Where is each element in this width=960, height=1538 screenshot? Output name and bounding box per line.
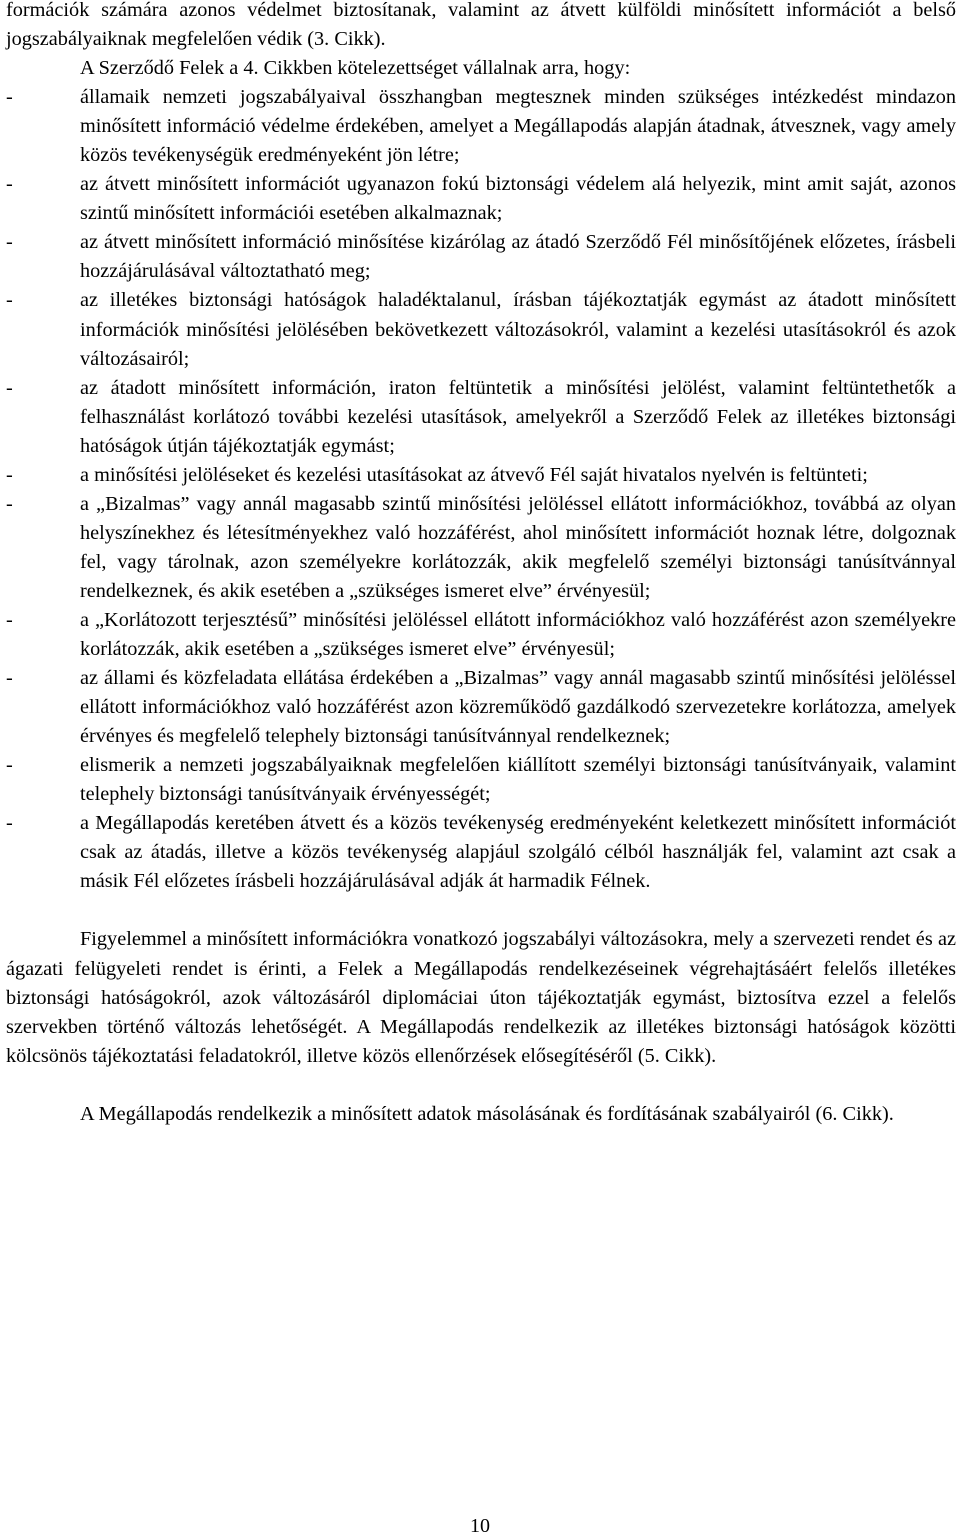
list-item	[6, 228, 956, 286]
list-item-text: elismerik a nemzeti jogszabályaiknak megfelelően kiállított személyi biztonsági tanúsítványaik, valamint telephely biztonsági tanúsítványaik érvényességét;	[80, 754, 956, 806]
list-item	[6, 809, 956, 896]
list-item-text: a minősítési jelöléseket és kezelési utasításokat az átvevő Fél saját hivatalos nyelvén is feltünteti;	[80, 463, 868, 486]
list-dash: -	[6, 492, 13, 515]
paragraph-changes: Figyelemmel a minősített információkra vonatkozó jogszabályi változásokra, mely a szervezeti rendet és az ágazati felügyeleti rendet is érinti, a Felek a Megállapodás rendelkezéseinek végrehajtásáért felelős illetékes biztonsági hatóságokról, azok változásáról diplomáciai úton tájékoztatják egymást, biztosítva ezzel a felelős szervekben történő változás lehetőségét. A Megállapodás rendelkezik az illetékes biztonsági hatóságok közötti kölcsönös tájékoztatási feladatokról, illetve közös ellenőrzések elősegítéséről (5. Cikk).	[6, 928, 956, 1067]
list-item-text: a „Bizalmas” vagy annál magasabb szintű minősítési jelöléssel ellátott információkhoz, továbbá az olyan helyszínekhez és létesítményekhez való hozzáférést, ahol minősített információt hoznak létre, dolgoznak fel, vagy tárolnak, azon személyekre korlátozzák, akik megfelelő személyi biztonsági tanúsítvánnyal rendelkeznek, és akik esetében a „szükséges ismeret elve” érvényesül;	[80, 492, 956, 602]
list-item-text: a „Korlátozott terjesztésű” minősítési jelöléssel ellátott információkhoz való hozzáférést azon személyekre korlátozzák, akik esetében a „szükséges ismeret elve” érvényesül;	[80, 608, 956, 661]
list-item	[6, 170, 956, 228]
list-dash: -	[6, 86, 13, 109]
list-dash: -	[6, 376, 13, 399]
list-item	[6, 664, 956, 751]
obligations-lead: A Szerződő Felek a 4. Cikkben kötelezettséget vállalnak arra, hogy:	[80, 57, 631, 80]
list-dash: -	[6, 812, 13, 835]
list-item	[6, 286, 956, 373]
list-dash: -	[6, 608, 13, 631]
list-item	[6, 83, 956, 170]
list-item-text: államaik nemzeti jogszabályaival összhangban megtesznek minden szükséges intézkedést mindazon minősített információ védelme érdekében, amelyet a Megállapodás alapján átadnak, átvesznek, vagy amely közös tevékenységük eredményeként jön létre;	[80, 86, 956, 167]
list-item	[6, 374, 956, 461]
list-dash: -	[6, 289, 13, 312]
list-dash: -	[6, 231, 13, 254]
list-dash: -	[6, 463, 13, 486]
paragraph-copying: A Megállapodás rendelkezik a minősített adatok másolásának és fordításának szabályairól (6. Cikk).	[80, 1102, 894, 1125]
list-item	[6, 490, 956, 606]
list-dash: -	[6, 173, 13, 196]
list-item-text: az állami és közfeladata ellátása érdekében a „Bizalmas” vagy annál magasabb szintű minősítési jelöléssel ellátott információkhoz való hozzáférést azon közreműködő gazdálkodó szervezetekre korlátozza, amelyek érvényes és megfelelő telephely biztonsági tanúsítvánnyal rendelkeznek;	[80, 667, 956, 748]
list-dash: -	[6, 754, 13, 777]
list-item-text: az átvett minősített információ minősítése kizárólag az átadó Szerződő Fél minősítőjének előzetes, írásbeli hozzájárulásával változtatható meg;	[80, 231, 956, 283]
obligations-list	[6, 83, 956, 896]
list-item-text: az átadott minősített információn, iraton feltüntetik a minősítési jelölést, valamint feltüntethetők a felhasználást korlátozó további kezelési utasítások, amelyekről a Szerződő Felek az illetékes biztonsági hatóságok útján tájékoztatják egymást;	[80, 376, 956, 457]
document-page	[6, 0, 956, 1129]
list-item-text: az átvett minősített információt ugyanazon fokú biztonsági védelem alá helyezik, mint amit saját, azonos szintű minősített információi esetében alkalmaznak;	[80, 173, 956, 225]
page-number: 10	[470, 1515, 490, 1537]
list-item	[6, 751, 956, 809]
list-dash: -	[6, 667, 13, 690]
list-item	[6, 461, 956, 490]
list-item-text: az illetékes biztonsági hatóságok haladéktalanul, írásban tájékoztatják egymást az átadott minősített információk minősítési jelölésében bekövetkezett változásokról, valamint a kezelési utasításokról és azok változásairól;	[80, 289, 956, 370]
list-item	[6, 606, 956, 664]
intro-fragment: formációk számára azonos védelmet biztosítanak, valamint az átvett külföldi minősített információt a belső jogszabályaiknak megfelelően védik (3. Cikk).	[6, 0, 956, 51]
list-item-text: a Megállapodás keretében átvett és a közös tevékenység eredményeként keletkezett minősített információt csak az átadás, illetve a közös tevékenység alapjául szolgáló célból használják fel, valamint azt csak a másik Fél előzetes írásbeli hozzájárulásával adják át harmadik Félnek.	[80, 812, 956, 893]
